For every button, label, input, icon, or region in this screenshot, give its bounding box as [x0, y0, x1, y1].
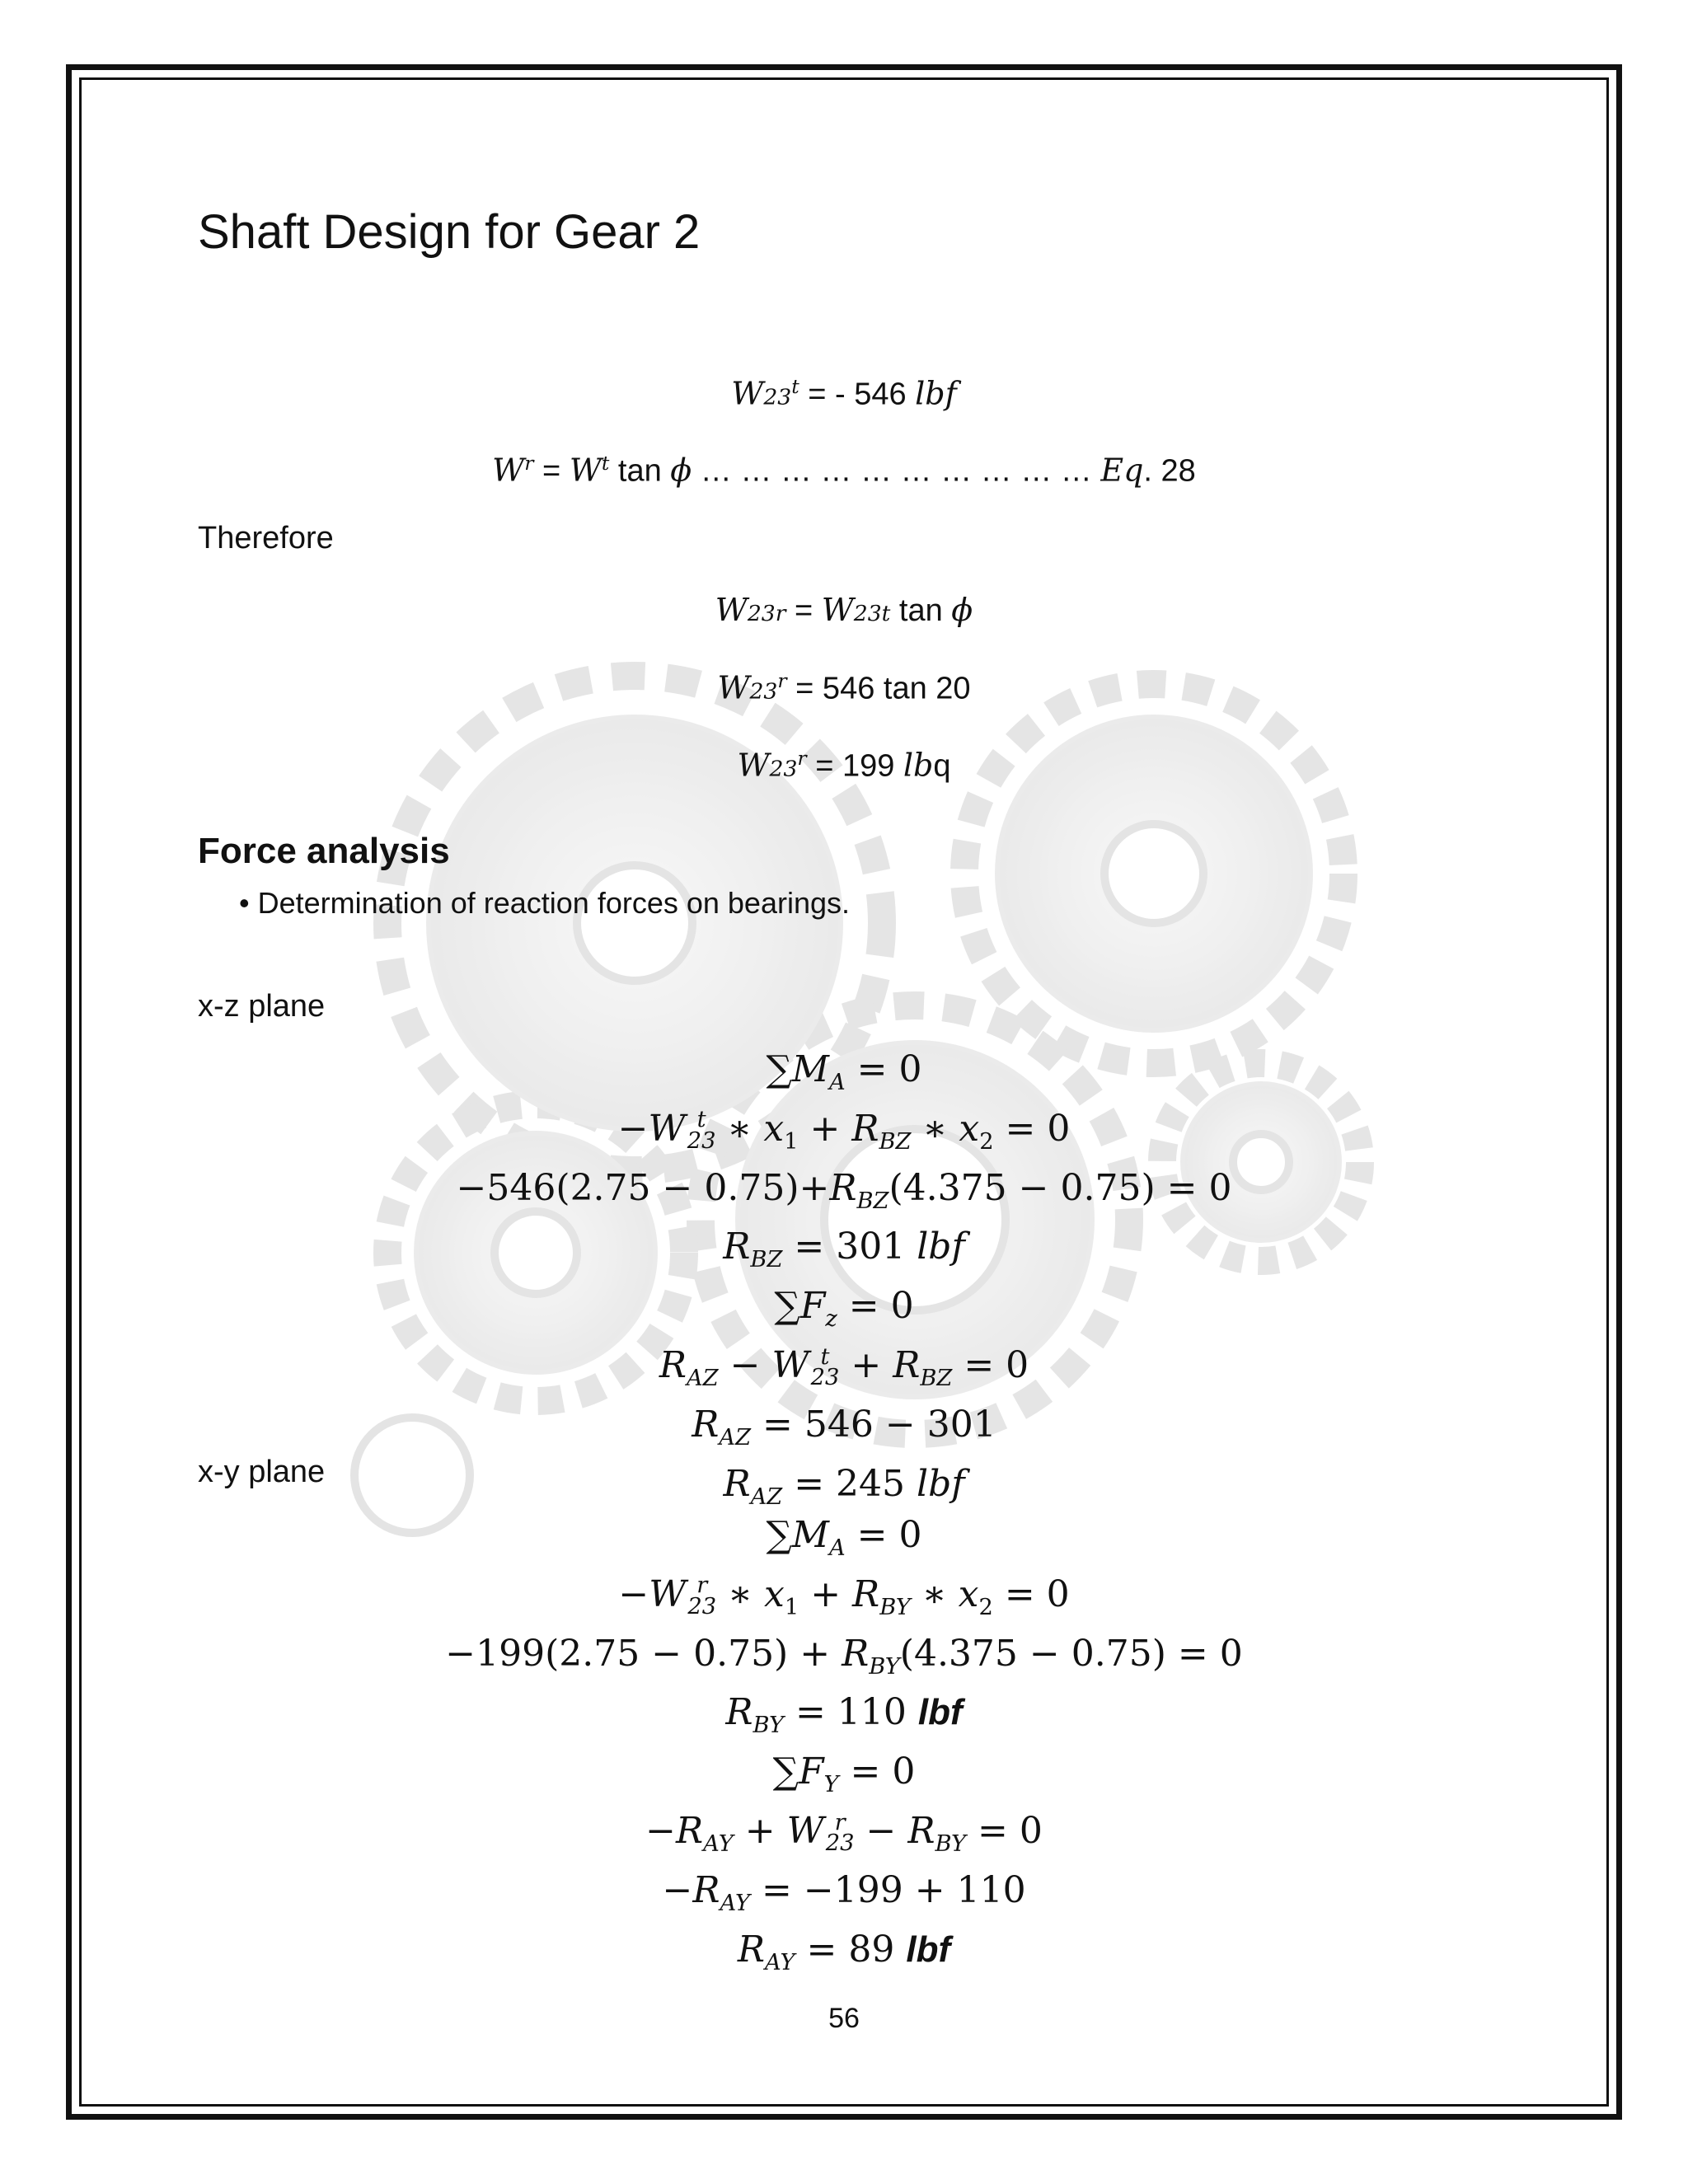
xz-eq-6: $R_{AZ} - W$ t 23 + $R_{BZ} = 0$ [659, 1343, 1029, 1391]
xz-eq-7: $R_{AZ} = 546 - 301$ [692, 1403, 996, 1451]
xy-eq-3: $-199(2.75 - 0.75) + R_{BY}(4.375 - 0.75) = 0$ [445, 1632, 1243, 1680]
therefore-label: Therefore [198, 521, 334, 555]
xy-eq-4: $R_{BY} = 110$ lbf [725, 1691, 963, 1739]
xy-equation-block [0, 1512, 1688, 1985]
xz-plane-label: x-z plane [198, 989, 326, 1024]
equation-w23r-result: $W23^r = 199$ lbq [737, 747, 951, 784]
equation-w23r-sub: $W23^r = 546$ tan 20 [717, 669, 971, 706]
xz-eq-8: $R_{AZ} = 245$ lbf [723, 1462, 965, 1510]
equation-w23r-def: W23r = W23t tan ϕ [715, 592, 973, 628]
page-number: 56 [828, 2003, 860, 2034]
xy-eq-5: $\sum F_Y = 0$ [772, 1750, 916, 1797]
bullet-item: • Determination of reaction forces on bearings. [239, 886, 850, 920]
xz-eq-2: −W t 23 ∗ $x_1 + R_{BZ}$ ∗ $x_2 = 0$ [617, 1107, 1071, 1155]
xy-eq-1: $\sum M_A = 0$ [766, 1514, 922, 1561]
equation-28: $W^r = W^t$ tan ϕ … … … … … … … … … … Eq. 28 [492, 452, 1196, 489]
section-title: Force analysis [198, 831, 450, 871]
xy-eq-7: $-R_{AY} = -199 + 110$ [662, 1868, 1026, 1916]
xz-equation-block [0, 1047, 1688, 1520]
bullet-text: Determination of reaction forces on bearings. [257, 886, 850, 920]
xy-eq-2: −W r 23 ∗ $x_1 + R_{BY}$ ∗ $x_2 = 0$ [618, 1572, 1070, 1620]
page-title: Shaft Design for Gear 2 [198, 205, 701, 259]
xy-eq-6: $-R_{AY} + W$ r 23 − $R_{BY} = 0$ [645, 1809, 1043, 1857]
equation-w23t: $W23^t$ = - 546 lbf [731, 375, 957, 412]
xy-eq-8: $R_{AY} = 89$ lbf [737, 1928, 951, 1975]
xz-eq-1: $\sum M_A = 0$ [766, 1048, 922, 1095]
xz-eq-3: $-546(2.75 - 0.75)+R_{BZ}(4.375 - 0.75) = 0$ [456, 1166, 1232, 1214]
xz-eq-4: $R_{BZ} = 301$ lbf [723, 1226, 965, 1273]
xy-plane-label: x-y plane [198, 1455, 326, 1489]
xz-eq-5: $\sum F_z = 0$ [774, 1285, 914, 1332]
